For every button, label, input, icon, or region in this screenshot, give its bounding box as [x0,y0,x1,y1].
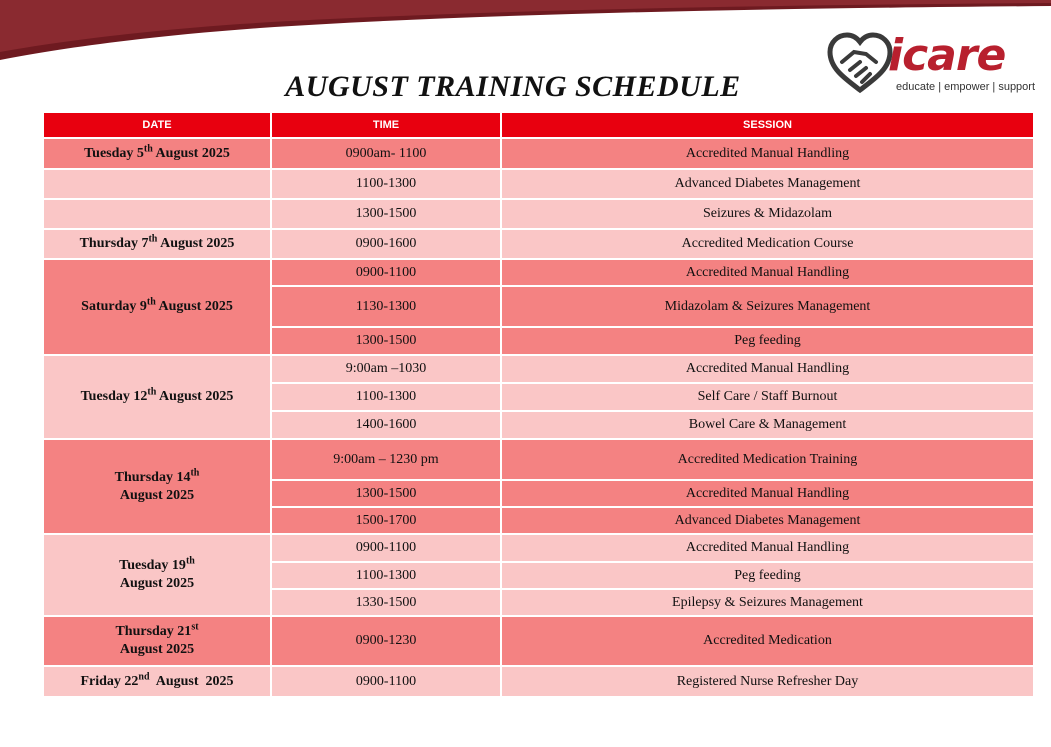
time-cell: 1330-1500 [271,589,501,616]
session-cell: Epilepsy & Seizures Management [501,589,1034,616]
session-cell: Self Care / Staff Burnout [501,383,1034,411]
table-row [43,138,1034,169]
time-cell: 1400-1600 [271,411,501,439]
session-cell: Accredited Medication Course [501,229,1034,259]
session-cell: Peg feeding [501,327,1034,355]
time-cell: 0900-1100 [271,534,501,562]
time-cell: 1130-1300 [271,286,501,327]
logo-tagline: educate | empower | support [896,81,1036,93]
time-cell: 9:00am –1030 [271,355,501,383]
date-cell-empty [43,169,271,199]
time-cell: 1100-1300 [271,169,501,199]
column-header-time: TIME [271,112,501,138]
session-cell: Registered Nurse Refresher Day [501,666,1034,697]
date-cell: Thursday 21st August 2025 [43,616,271,666]
session-cell: Accredited Manual Handling [501,534,1034,562]
date-cell: Thursday 14th August 2025 [43,439,271,534]
table-row [43,199,1034,229]
session-cell: Advanced Diabetes Management [501,507,1034,534]
time-cell: 0900am- 1100 [271,138,501,169]
handshake-heart-icon [826,32,894,94]
session-cell: Accredited Medication [501,616,1034,666]
time-cell: 0900-1100 [271,259,501,286]
time-cell: 1300-1500 [271,480,501,507]
time-cell: 0900-1100 [271,666,501,697]
table-row [43,666,1034,697]
time-cell: 0900-1600 [271,229,501,259]
time-cell: 0900-1230 [271,616,501,666]
date-cell: Saturday 9th August 2025 [43,259,271,355]
table-row [43,229,1034,259]
time-cell: 1300-1500 [271,327,501,355]
time-cell: 1100-1300 [271,562,501,589]
date-cell: Thursday 7th August 2025 [43,229,271,259]
table-row [43,259,1034,286]
table-row [43,439,1034,480]
session-cell: Advanced Diabetes Management [501,169,1034,199]
table-header-row [43,112,1034,138]
session-cell: Seizures & Midazolam [501,199,1034,229]
table-row [43,534,1034,562]
date-cell: Tuesday 5th August 2025 [43,138,271,169]
session-cell: Accredited Manual Handling [501,259,1034,286]
time-cell: 1100-1300 [271,383,501,411]
session-cell: Accredited Manual Handling [501,138,1034,169]
session-cell: Peg feeding [501,562,1034,589]
session-cell: Midazolam & Seizures Management [501,286,1034,327]
session-cell: Accredited Manual Handling [501,480,1034,507]
session-cell: Bowel Care & Management [501,411,1034,439]
icare-logo [826,30,1036,100]
page-title: AUGUST TRAINING SCHEDULE [285,70,741,103]
session-cell: Accredited Medication Training [501,439,1034,480]
date-cell: Tuesday 12th August 2025 [43,355,271,439]
table-row [43,355,1034,383]
column-header-session: SESSION [501,112,1034,138]
date-cell: Friday 22nd August 2025 [43,666,271,697]
logo-wordmark: icare [888,30,1006,81]
table-row [43,169,1034,199]
time-cell: 1300-1500 [271,199,501,229]
session-cell: Accredited Manual Handling [501,355,1034,383]
time-cell: 9:00am – 1230 pm [271,439,501,480]
schedule-table [42,111,1035,698]
date-cell: Tuesday 19th August 2025 [43,534,271,616]
table-row [43,616,1034,666]
date-cell-empty [43,199,271,229]
column-header-date: DATE [43,112,271,138]
time-cell: 1500-1700 [271,507,501,534]
